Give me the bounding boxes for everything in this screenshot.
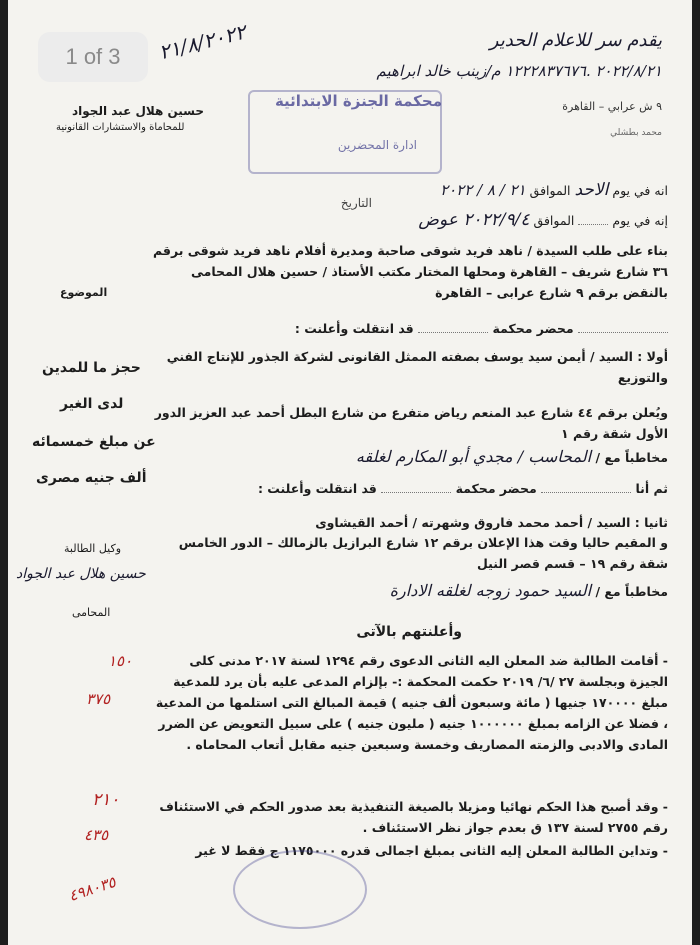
handwritten-date-top-left: ٢١/٨/٢٠٢٢ [156,19,249,65]
red-note-4: ٤٣٥ [84,826,109,844]
bailiff-line [158,318,668,339]
address-small: محمد بطشلي [610,128,662,138]
left-column [8,0,158,945]
agent-signature: حسين هلال عبد الجواد [16,566,146,582]
second-recipient-address: و المقيم حاليا وقت هذا الإعلان برقم ١٢ شارع البرازيل بالزمالك – الدور الخامس شقة رقم ١٩ – قسم قصر النيل [178,535,668,571]
red-note-1: ١٥٠ [108,652,133,670]
date-line-1-day: الاحد [574,180,609,200]
second-recipient: ثانيا : السيد / أحمد محمد فاروق وشهرته / أحمد القيشاوى [315,515,668,530]
addressed-with-1: مخاطباً مع / [595,450,668,465]
addressed-with-2: مخاطباً مع / [595,584,668,599]
section-heading: وأعلنتهم بالآتى [356,624,462,640]
bailiff2-label: محضر محكمة [455,481,537,496]
lawyer-name: حسين هلال عبد الجواد [72,104,205,118]
subject-line-2: لدى الغير [60,396,124,412]
round-court-stamp [233,850,367,929]
addressed-line-1 [158,446,668,468]
red-note-3: ٢١٠ [92,790,120,810]
paragraph-1: - أقامت الطالبة ضد المعلن اليه الثانى الدعوى رقم ١٢٩٤ لسنة ٢٠١٧ مدنى كلى الجيزة وبجلسة ٢٧ /٦/ ٢٠١٩ حكمت المحكمة :- بإلزام المدعى عليه بأن يرد للمدعية مبلغ ١٧٠٠٠٠ جنيها ( مائة وسبعون ألف جنيه ) قيمة المبالغ التى استلمها من المدعية ، فضلا عن الزامه بمبلغ ١٠٠٠٠٠٠ جنيه ( مليون جنيه ) على سبيل التعويض عن الضرر المادى والادبى والزمته المصاريف وخمسة وسبعين جنيه مقابل أتعاب المحاماه . [155,653,668,752]
bailiff-court-blank [418,332,488,333]
bailiff2-blank [541,492,631,493]
first-recipient-address: ويُعلن برقم ٤٤ شارع عبد المنعم رياض متفرع من شارع البطل أحمد عبد العزيز الدور الأول شقة رقم ١ [154,405,668,441]
page-counter: 1 of 3 [38,32,148,82]
then-me: ثم أنا [635,481,668,496]
court-stamp-subtitle: ادارة المحضرين [337,138,417,152]
addressed-handwriting-2: السيد حمود زوجه لغلقه الادارة [389,581,592,600]
date-line-2-prefix: إنه في يوم [612,213,668,228]
date-line-2-date: ٢٠٢٢/٩/٤ عوض [418,210,530,230]
red-note-5: ٤٩٨٠٣٥ [66,872,118,906]
date-line-2-mid: الموافق [533,213,575,228]
subject-line-3: عن مبلغ خمسمائه [32,434,156,450]
handwritten-phone-note: ٢٠٢٢/٨/٢١ .١٢٢٢٨٣٧٦٧٦ م/زينب خالد ابراهيم [376,62,662,80]
addressed-line-2 [158,580,668,602]
moved-label: قد انتقلت وأعلنت : [294,321,414,336]
bailiff-line-2 [158,478,668,499]
subject-label: الموضوع [60,286,108,299]
bailiff-blank [578,332,668,333]
subject-line-4: ألف جنيه مصرى [36,470,147,486]
date-line-1-mid: الموافق [529,183,571,198]
subject-line-1: حجز ما للمدين [42,360,141,376]
date-line-1-prefix: انه في يوم [612,183,668,198]
first-recipient: أولا : السيد / أيمن سيد يوسف بصفته الممثل القانونى لشركة الجذور للإنتاج الفني والتوزيع [166,349,668,385]
date-line-2 [158,210,668,231]
court-stamp-title: محكمة الجنزة الابتدائية [274,92,442,110]
date-line-1-date: ٢١ / ٨ / ٢٠٢٢ [440,181,526,199]
date-sub-label: التاريخ [340,196,372,210]
handwritten-routing-note: يقدم سر للاعلام الحدير [489,30,662,51]
paragraph-3: - وتداين الطالبة المعلن إليه الثانى بمبلغ اجمالى قدره ١١٧٥٠٠٠ ج فقط لا غير [195,843,668,858]
red-note-2: ٣٧٥ [86,690,111,708]
moved2-label: قد انتقلت وأعلنت : [257,481,377,496]
agent-label: وكيل الطالبة [64,542,122,555]
bailiff-label: محضر محكمة [492,321,574,336]
date-line-2-blank [578,224,608,225]
bailiff2-court-blank [381,492,451,493]
addressed-handwriting-1: المحاسب / مجدي أبو المكارم لغلقه [355,447,592,466]
lawyer-label: المحامى [72,606,111,619]
request-paragraph: بناء على طلب السيدة / ناهد فريد شوقى صاحبة ومديرة أفلام ناهد فريد شوقى برقم ٣٦ شارع شريف – القاهرة ومحلها المختار مكتب الأستاذ / حسين هلال المحامى بالنقض برقم ٩ شارع عرابى – القاهرة [152,243,668,300]
address-line: ٩ ش عرابي – القاهرة [562,100,662,113]
paragraph-2: - وقد أصبح هذا الحكم نهائيا ومزيلا بالصيغة التنفيذية بعد صدور الحكم في الاستئناف رقم ٢٧٥٥ لسنة ١٣٧ ق بعدم جواز نظر الاستئناف . [159,799,668,835]
date-line-1 [158,180,668,201]
lawyer-title: للمحاماة والاستشارات القانونية [56,122,185,133]
document-page [8,0,692,945]
